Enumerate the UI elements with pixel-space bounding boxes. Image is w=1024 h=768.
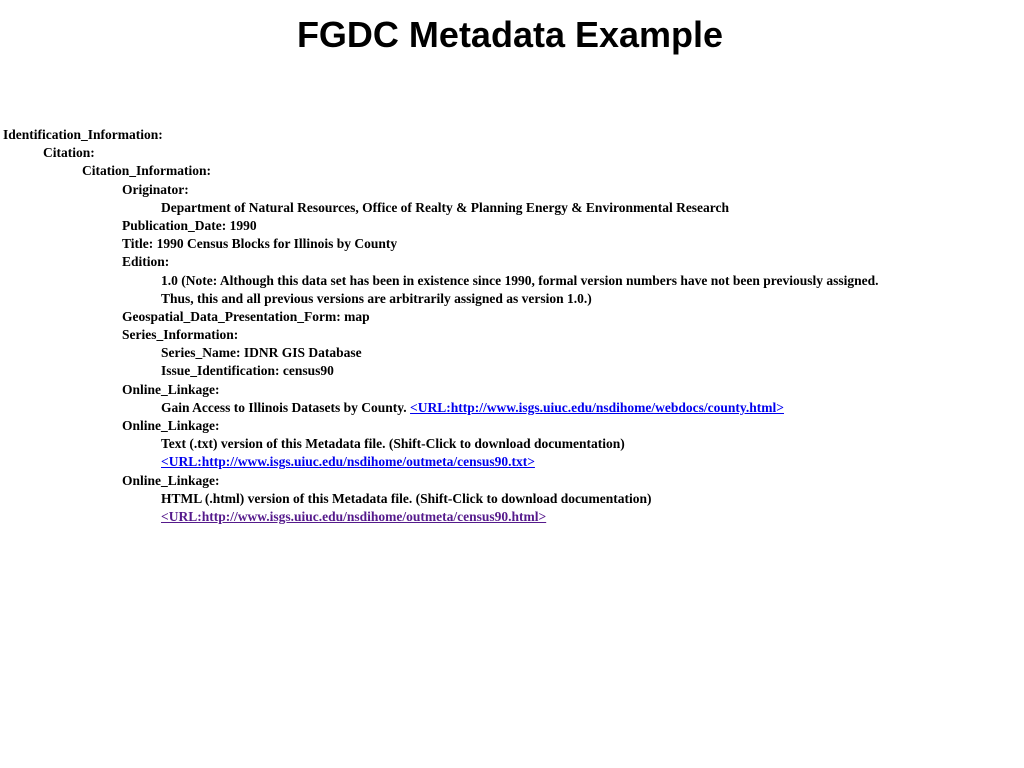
online-linkage-entry-3 (3, 508, 1021, 526)
presentation-form: Geospatial_Data_Presentation_Form: map (122, 308, 370, 324)
slide-title: FGDC Metadata Example (296, 14, 724, 55)
citation-title: Title: 1990 Census Blocks for Illinois by County (122, 236, 398, 252)
online-linkage-text-1: Gain Access to Illinois Datasets by County. (161, 399, 411, 415)
metadata-body (3, 126, 1021, 526)
census90-txt-link[interactable]: <URL:http://www.isgs.uiuc.edu/nsdihome/outmeta/census90.txt> (161, 454, 535, 470)
series-name: Series_Name: IDNR GIS Database (161, 345, 362, 361)
online-linkage-label-2: Online_Linkage: (122, 418, 220, 433)
originator-label: Originator: (122, 181, 189, 197)
online-linkage-text-3: HTML (.html) version of this Metadata file. (Shift-Click to download documentation) (161, 490, 652, 506)
online-linkage-text-2: Text (.txt) version of this Metadata file. (Shift-Click to download documentation) (161, 436, 625, 452)
online-linkage-entry-2 (3, 453, 1021, 471)
publication-date: Publication_Date: 1990 (122, 217, 257, 233)
online-linkage-label-1: Online_Linkage: (122, 381, 220, 397)
series-information-label: Series_Information: (122, 327, 239, 343)
online-linkage-entry-1 (3, 399, 1021, 417)
edition-label: Edition: (122, 254, 170, 270)
county-datasets-link[interactable]: <URL:http://www.isgs.uiuc.edu/nsdihome/webdocs/county.html> (410, 399, 784, 415)
edition-value-line-2: Thus, this and all previous versions are arbitrarily assigned as version 1.0.) (161, 290, 592, 306)
issue-identification: Issue_Identification: census90 (161, 363, 334, 379)
originator-value: Department of Natural Resources, Office of Realty & Planning Energy & Environmental Research (161, 199, 730, 215)
census90-html-link[interactable]: <URL:http://www.isgs.uiuc.edu/nsdihome/outmeta/census90.html> (161, 508, 547, 524)
citation-label: Citation: (43, 145, 95, 161)
online-linkage-label-3: Online_Linkage: (122, 472, 220, 488)
citation-information-label: Citation_Information: (82, 163, 211, 179)
edition-value-line-1: 1.0 (Note: Although this data set has been in existence since 1990, formal version numbers have not been previously assigned. (161, 272, 879, 288)
identification-information-label: Identification_Information: (3, 127, 163, 142)
